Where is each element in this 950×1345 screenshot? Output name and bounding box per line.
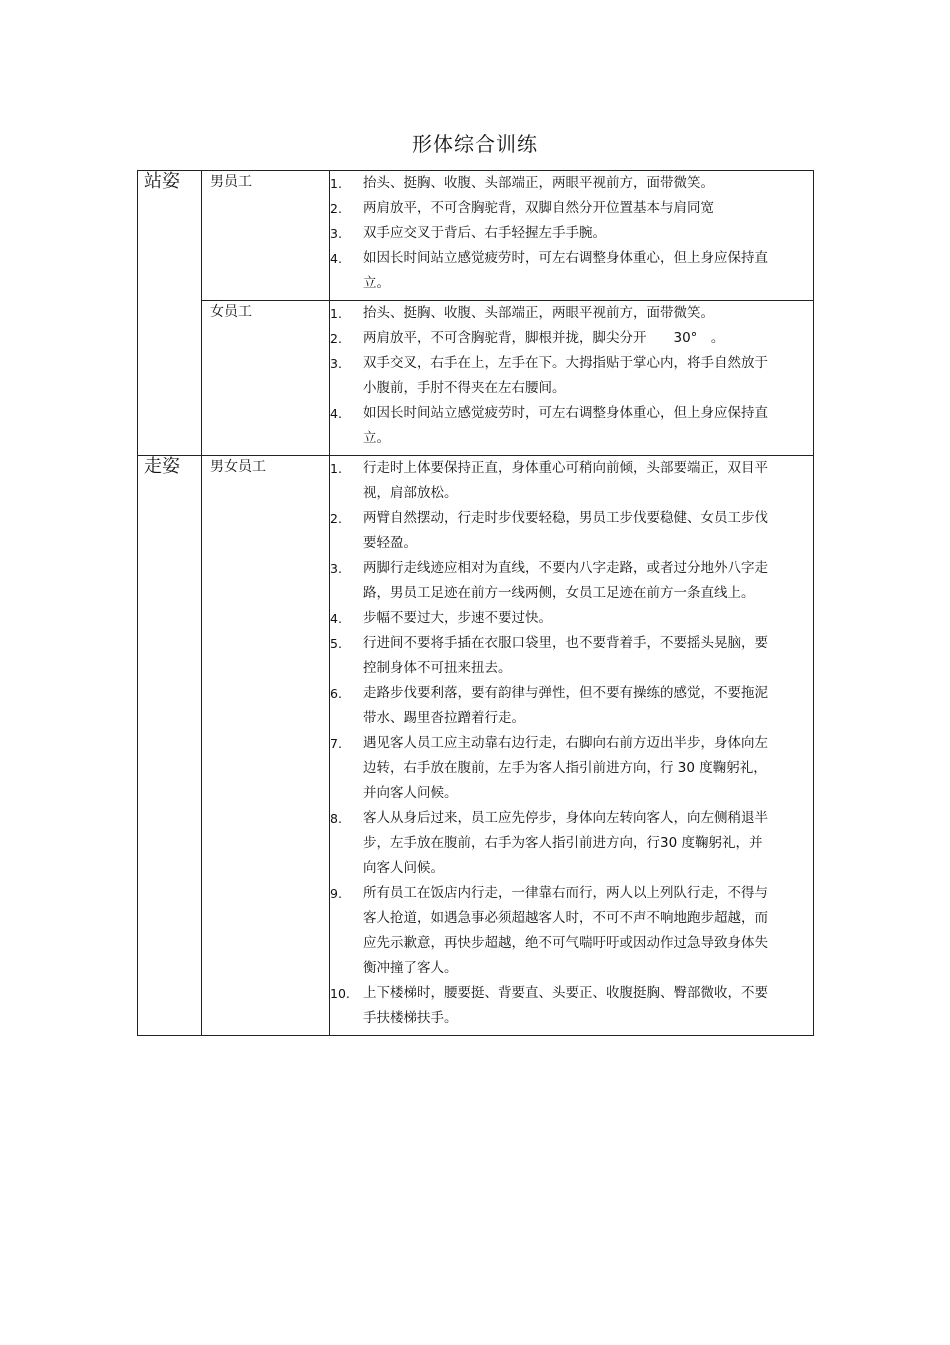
rule-list [330, 456, 813, 1035]
table-row [138, 456, 814, 1036]
item-number: 10. [330, 986, 350, 1001]
item-text: 两臂自然摆动，行走时步伐要轻稳，男员工步伐要稳健、女员工步伐要轻盈。 [363, 510, 768, 551]
category-cell: 站姿 [138, 171, 202, 456]
item-text: 客人从身后过来，员工应先停步，身体向左转向客人，向左侧稍退半步，左手放在腹前，右手为客人指引前进方向，行30 度鞠躬礼，并向客人问候。 [363, 810, 768, 876]
item-text: 抬头、挺胸、收腹、头部端正，两眼平视前方，面带微笑。 [363, 305, 714, 321]
list-item [330, 221, 813, 246]
items-cell [330, 171, 814, 301]
list-item [330, 881, 813, 981]
item-number: 2. [330, 201, 342, 216]
group-label: 女员工 [202, 301, 330, 456]
item-text: 如因长时间站立感觉疲劳时，可左右调整身体重心，但上身应保持直立。 [363, 405, 768, 446]
list-item [330, 556, 813, 606]
list-item [330, 171, 813, 196]
item-text: 所有员工在饭店内行走，一律靠右而行，两人以上列队行走，不得与客人抢道，如遇急事必须超越客人时，不可不声不响地跑步超越，而应先示歉意，再快步超越，绝不可气喘吁吁或因动作过急导致身体失衡冲撞了客人。 [363, 885, 768, 976]
document-title: 形体综合训练 [412, 132, 538, 156]
item-text: 行走时上体要保持正直，身体重心可稍向前倾，头部要端正，双目平视，肩部放松。 [363, 460, 768, 501]
item-number: 4. [330, 406, 342, 421]
group-label: 男女员工 [202, 456, 330, 1036]
list-item [330, 401, 813, 451]
list-item [330, 731, 813, 806]
item-text: 步幅不要过大，步速不要过快。 [363, 610, 552, 626]
list-item [330, 506, 813, 556]
item-number: 1. [330, 176, 342, 191]
list-item [330, 981, 813, 1031]
items-cell [330, 456, 814, 1036]
item-number: 2. [330, 511, 342, 526]
item-number: 6. [330, 686, 342, 701]
posture-table [137, 170, 814, 1036]
table-row [138, 171, 814, 301]
list-item [330, 456, 813, 506]
item-text: 上下楼梯时，腰要挺、背要直、头要正、收腹挺胸、臀部微收，不要手扶楼梯扶手。 [363, 985, 768, 1026]
item-text: 遇见客人员工应主动靠右边行走，右脚向右前方迈出半步，身体向左边转，右手放在腹前，左手为客人指引前进方向，行 30 度鞠躬礼，并向客人问候。 [363, 735, 768, 801]
list-item [330, 806, 813, 881]
group-label: 男员工 [202, 171, 330, 301]
item-text: 两肩放平，不可含胸驼背，脚根并拢，脚尖分开 30° 。 [363, 330, 725, 346]
item-number: 3. [330, 561, 342, 576]
item-text: 如因长时间站立感觉疲劳时，可左右调整身体重心，但上身应保持直立。 [363, 250, 768, 291]
item-text: 抬头、挺胸、收腹、头部端正，两眼平视前方，面带微笑。 [363, 175, 714, 191]
item-number: 1. [330, 461, 342, 476]
item-number: 9. [330, 886, 342, 901]
item-number: 8. [330, 811, 342, 826]
item-number: 3. [330, 226, 342, 241]
list-item [330, 606, 813, 631]
category-cell: 走姿 [138, 456, 202, 1036]
item-number: 4. [330, 251, 342, 266]
table-row [138, 301, 814, 456]
item-text: 行进间不要将手插在衣服口袋里，也不要背着手，不要摇头晃脑，要控制身体不可扭来扭去。 [363, 635, 768, 676]
list-item [330, 326, 813, 351]
item-number: 3. [330, 356, 342, 371]
list-item [330, 351, 813, 401]
rule-list [330, 171, 813, 300]
item-text: 两肩放平，不可含胸驼背，双脚自然分开位置基本与肩同宽 [363, 200, 714, 216]
list-item [330, 246, 813, 296]
list-item [330, 631, 813, 681]
item-number: 5. [330, 636, 342, 651]
item-number: 2. [330, 331, 342, 346]
item-number: 7. [330, 736, 342, 751]
item-text: 两脚行走线迹应相对为直线，不要内八字走路，或者过分地外八字走路，男员工足迹在前方一线两侧，女员工足迹在前方一条直线上。 [363, 560, 768, 601]
list-item [330, 196, 813, 221]
item-number: 4. [330, 611, 342, 626]
item-number: 1. [330, 306, 342, 321]
item-text: 双手交叉，右手在上，左手在下。大拇指贴于掌心内，将手自然放于小腹前，手肘不得夹在左右腰间。 [363, 355, 768, 396]
item-text: 走路步伐要利落，要有韵律与弹性，但不要有操练的感觉，不要拖泥带水、踢里沓拉蹭着行走。 [363, 685, 768, 726]
list-item [330, 301, 813, 326]
item-text: 双手应交叉于背后、右手轻握左手手腕。 [363, 225, 606, 241]
rule-list [330, 301, 813, 455]
items-cell [330, 301, 814, 456]
list-item [330, 681, 813, 731]
